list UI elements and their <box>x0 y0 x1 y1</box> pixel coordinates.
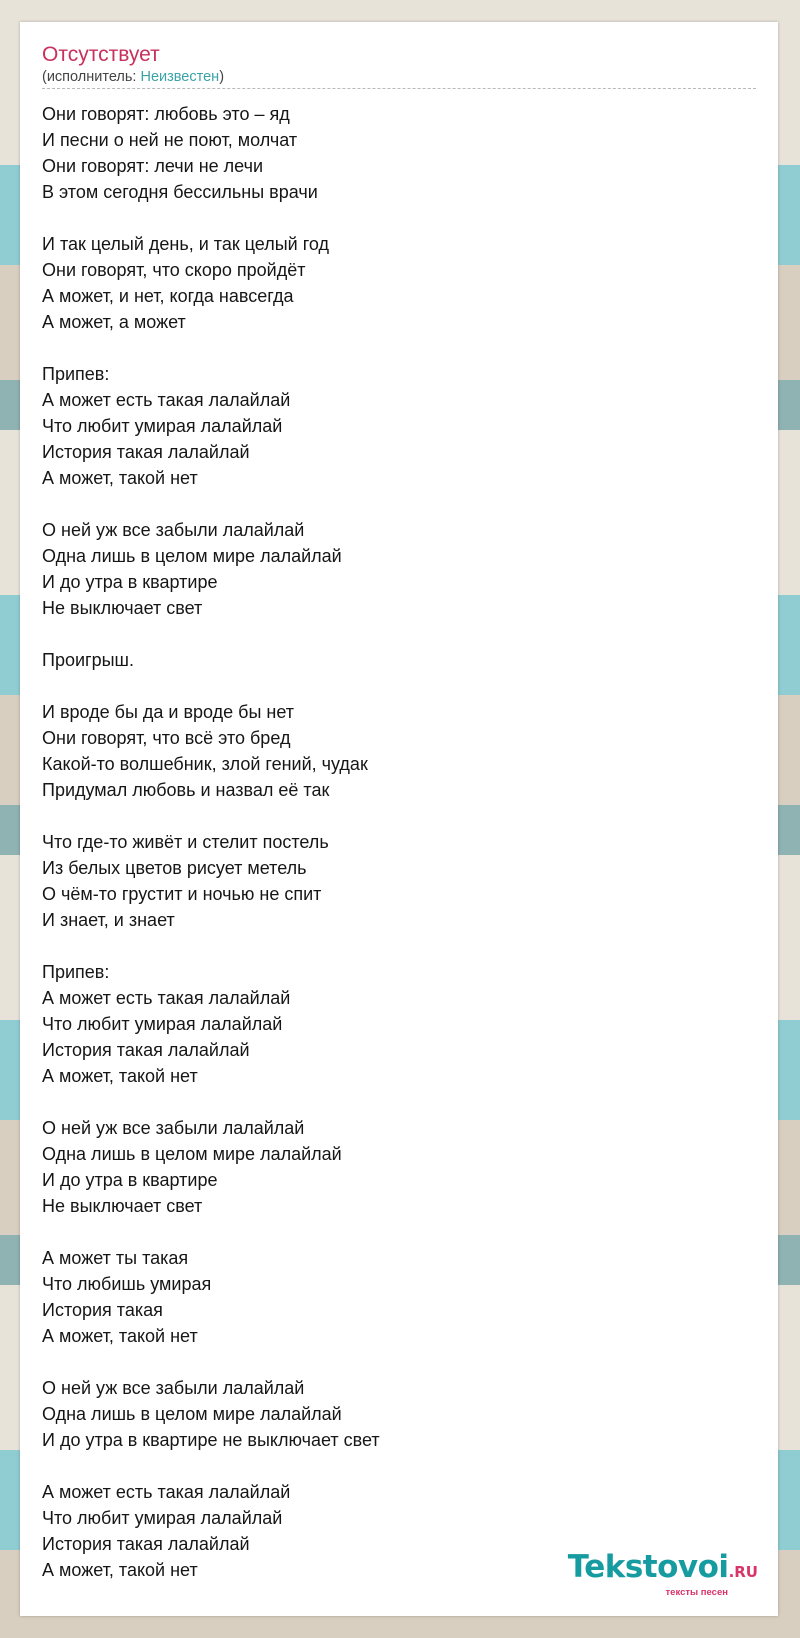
lyrics-blank-line <box>42 335 762 361</box>
lyrics-line: Проигрыш. <box>42 650 134 670</box>
lyrics-line: А может, и нет, когда навсегда <box>42 286 294 306</box>
lyrics-line: Они говорят: лечи не лечи <box>42 156 264 176</box>
lyrics-line: И до утра в квартире <box>42 1170 218 1190</box>
artist-link[interactable]: Неизвестен <box>140 69 220 85</box>
logo-domain: .RU <box>728 1563 758 1581</box>
lyrics-line: А может, такой нет <box>42 1326 198 1346</box>
lyrics-line: Что где-то живёт и стелит постель <box>42 832 329 852</box>
lyrics-line: История такая лалайлай <box>42 1534 250 1554</box>
lyrics-line: Не выключает свет <box>42 1196 203 1216</box>
lyrics-line: А может ты такая <box>42 1248 189 1268</box>
lyrics-blank-line <box>42 933 762 959</box>
lyrics-line: А может, такой нет <box>42 1560 198 1580</box>
song-header <box>42 42 756 89</box>
lyrics-blank-line <box>42 1349 762 1375</box>
lyrics-line: А может есть такая лалайлай <box>42 390 291 410</box>
artist-line <box>42 68 756 86</box>
lyrics-line: И песни о ней не поют, молчат <box>42 130 298 150</box>
lyrics-line: Из белых цветов рисует метель <box>42 858 307 878</box>
lyrics-line: Одна лишь в целом мире лалайлай <box>42 546 342 566</box>
lyrics-blank-line <box>42 621 762 647</box>
lyrics-blank-line <box>42 1453 762 1479</box>
lyrics-line: Что любит умирая лалайлай <box>42 416 283 436</box>
lyrics-line: А может, а может <box>42 312 186 332</box>
lyrics-line: Что любит умирая лалайлай <box>42 1014 283 1034</box>
lyrics-line: Припев: <box>42 962 110 982</box>
lyrics-line: Они говорят, что скоро пройдёт <box>42 260 306 280</box>
lyrics-line: Какой-то волшебник, злой гений, чудак <box>42 754 368 774</box>
song-title: Отсутствует <box>42 43 160 66</box>
lyrics-line: Что любит умирая лалайлай <box>42 1508 283 1528</box>
lyrics-line: Не выключает свет <box>42 598 203 618</box>
lyrics-line: Они говорят: любовь это – яд <box>42 104 290 124</box>
lyrics-line: Что любишь умирая <box>42 1274 212 1294</box>
lyrics-line: И так целый день, и так целый год <box>42 234 330 254</box>
lyrics-blank-line <box>42 1219 762 1245</box>
lyrics-line: И до утра в квартире <box>42 572 218 592</box>
lyrics-blank-line <box>42 491 762 517</box>
lyrics-line: История такая лалайлай <box>42 1040 250 1060</box>
lyrics-line: И знает, и знает <box>42 910 175 930</box>
lyrics-line: Припев: <box>42 364 110 384</box>
site-logo[interactable] <box>568 1551 758 1598</box>
lyrics-line: О ней уж все забыли лалайлай <box>42 520 305 540</box>
lyrics-text <box>42 101 762 1583</box>
lyrics-blank-line <box>42 1089 762 1115</box>
artist-prefix: (исполнитель: <box>42 69 141 85</box>
lyrics-line: И до утра в квартире не выключает свет <box>42 1430 380 1450</box>
logo-tagline: тексты песен <box>665 1587 728 1598</box>
lyrics-line: В этом сегодня бессильны врачи <box>42 182 318 202</box>
lyrics-line: А может есть такая лалайлай <box>42 1482 291 1502</box>
lyrics-line: Одна лишь в целом мире лалайлай <box>42 1404 342 1424</box>
lyrics-line: Придумал любовь и назвал её так <box>42 780 330 800</box>
lyrics-line: И вроде бы да и вроде бы нет <box>42 702 295 722</box>
lyrics-line: О ней уж все забыли лалайлай <box>42 1378 305 1398</box>
lyrics-line: А может, такой нет <box>42 1066 198 1086</box>
lyrics-line: А может, такой нет <box>42 468 198 488</box>
lyrics-blank-line <box>42 803 762 829</box>
lyrics-card <box>20 22 778 1616</box>
lyrics-blank-line <box>42 673 762 699</box>
artist-suffix: ) <box>219 69 225 85</box>
lyrics-blank-line <box>42 205 762 231</box>
logo-main-text: Tekstovoi <box>567 1549 729 1585</box>
lyrics-line: История такая <box>42 1300 163 1320</box>
lyrics-line: О ней уж все забыли лалайлай <box>42 1118 305 1138</box>
lyrics-line: Они говорят, что всё это бред <box>42 728 291 748</box>
lyrics-line: Одна лишь в целом мире лалайлай <box>42 1144 342 1164</box>
lyrics-line: О чём-то грустит и ночью не спит <box>42 884 322 904</box>
lyrics-line: История такая лалайлай <box>42 442 250 462</box>
lyrics-line: А может есть такая лалайлай <box>42 988 291 1008</box>
logo-wordmark <box>568 1551 758 1588</box>
